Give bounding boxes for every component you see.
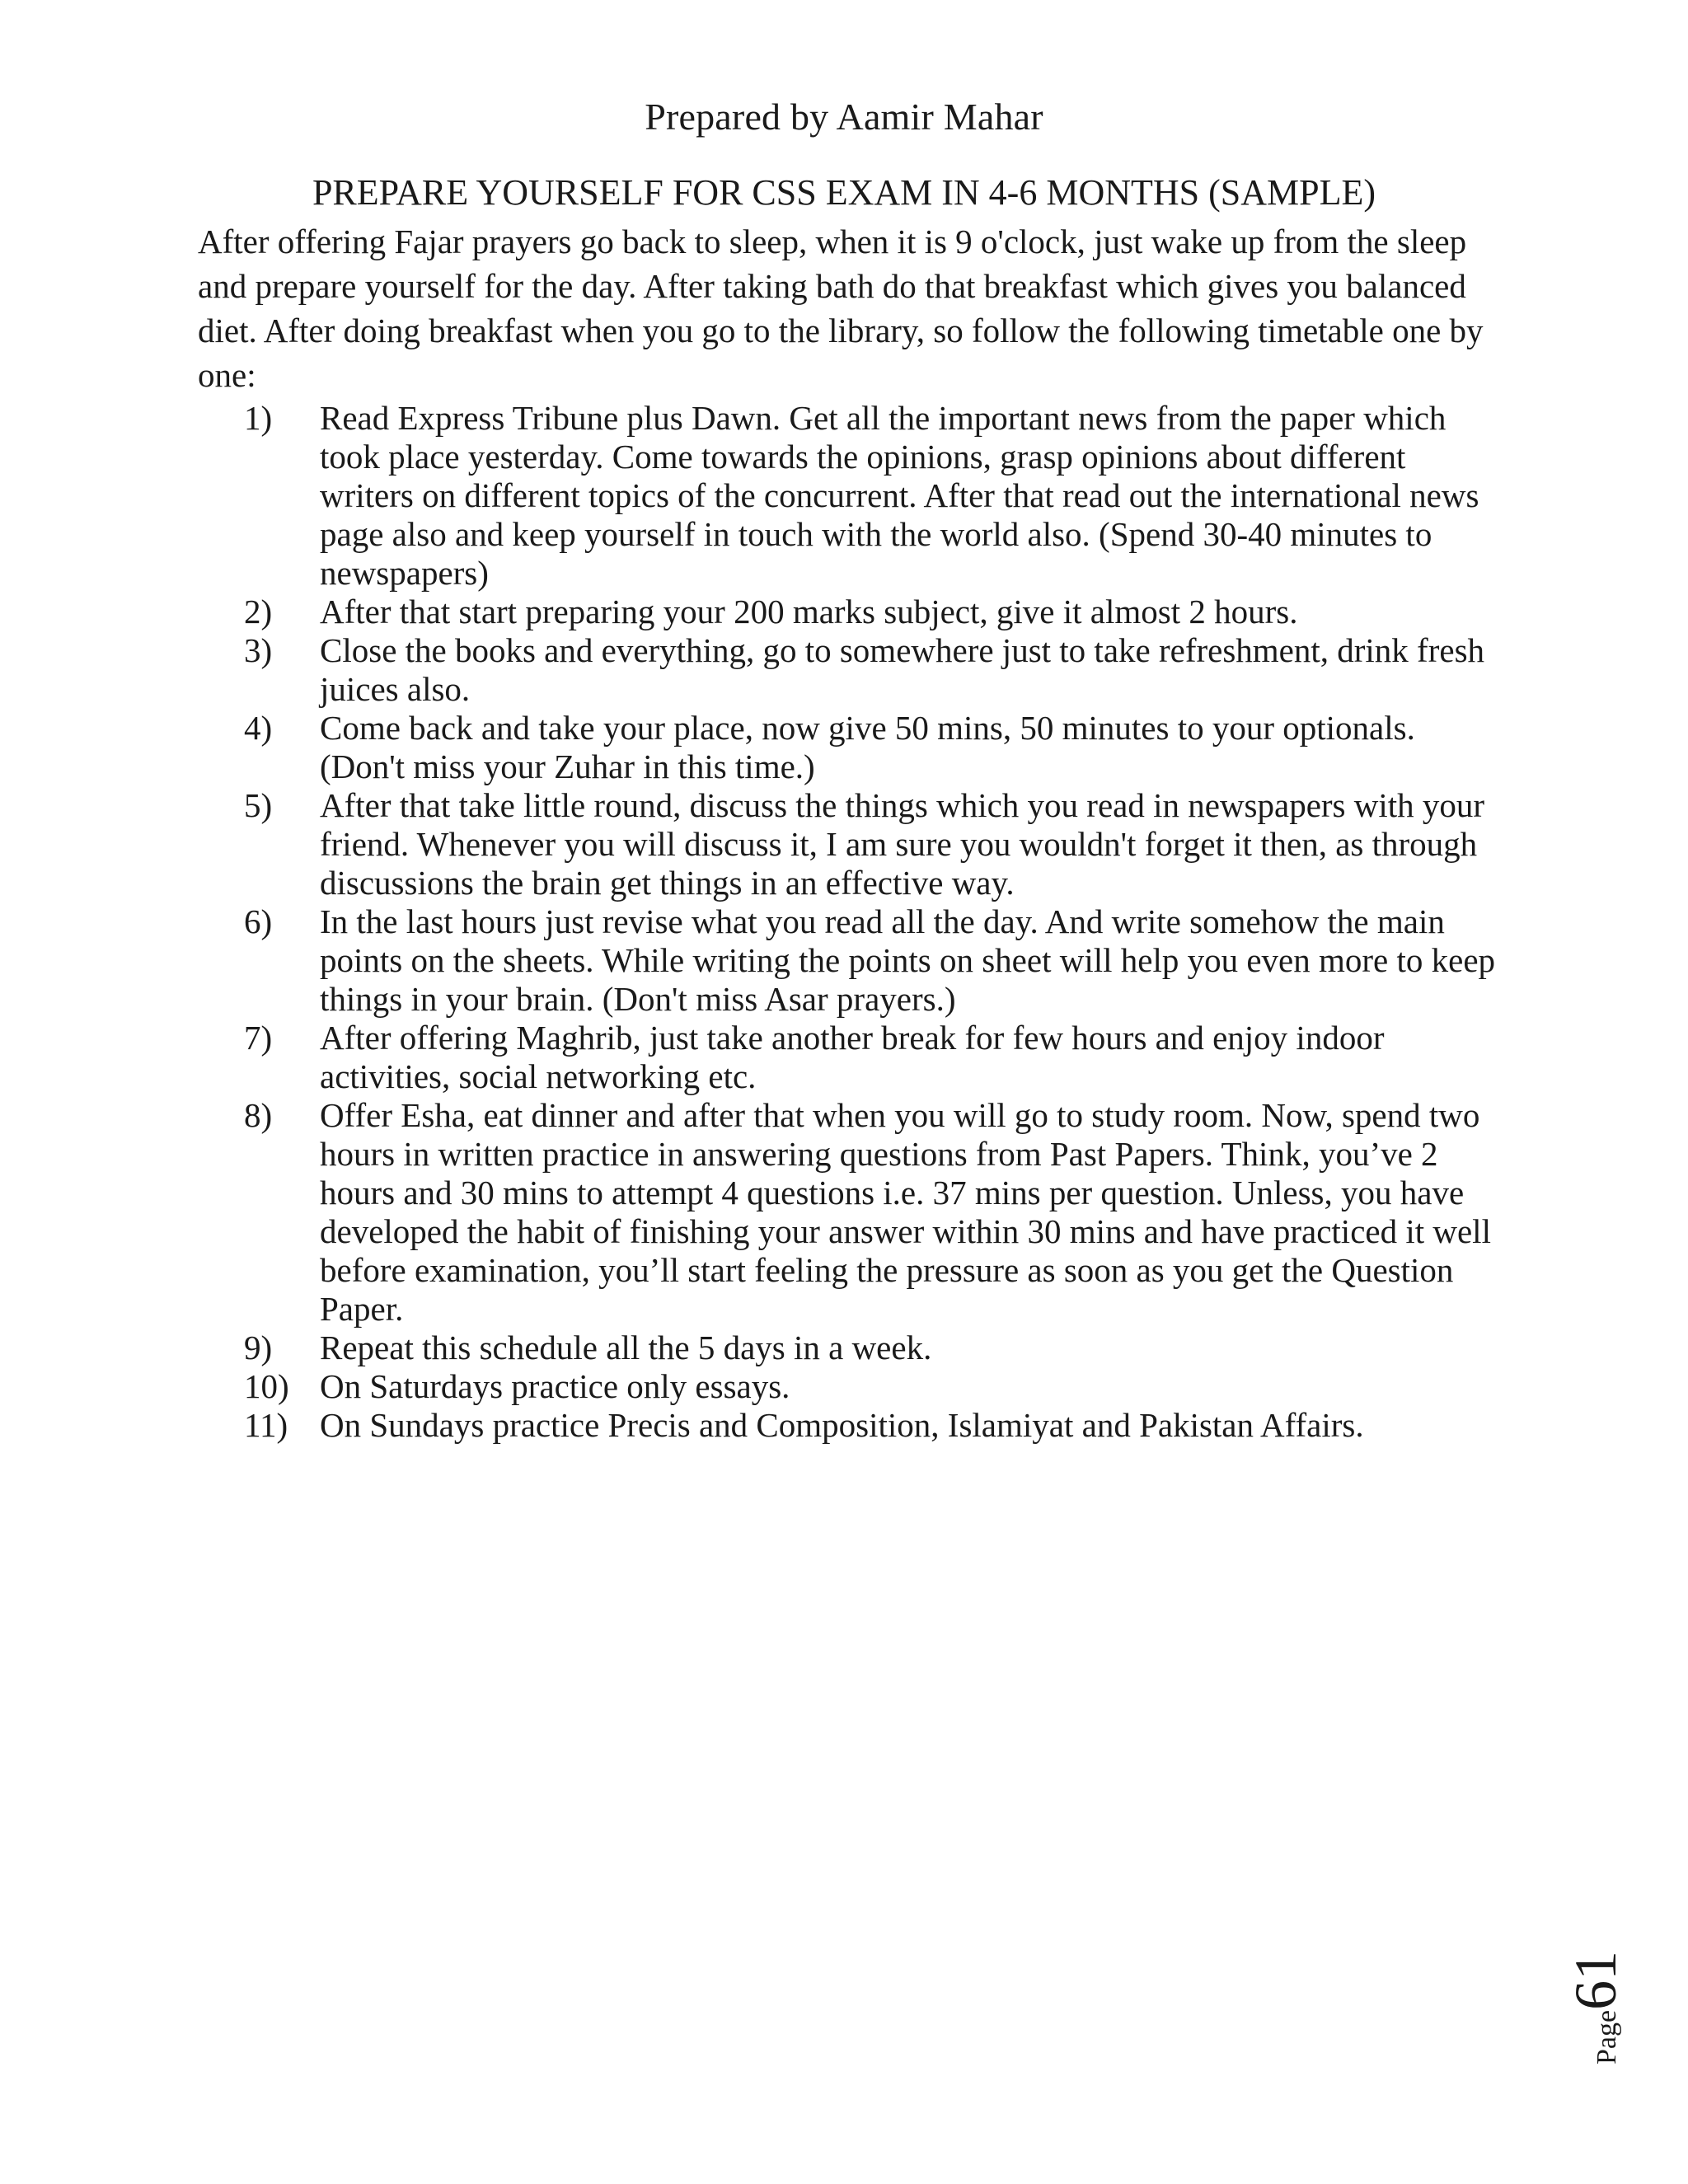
list-item	[244, 1367, 1497, 1406]
page-number: 61	[1563, 1950, 1629, 2010]
list-item-number: 5)	[244, 786, 273, 824]
author-header: Prepared by Aamir Mahar	[645, 96, 1043, 138]
list-item	[244, 709, 1497, 786]
list-item-number: 1)	[244, 399, 273, 437]
list-item-text: On Sundays practice Precis and Composition, Islamiyat and Pakistan Affairs.	[320, 1406, 1364, 1444]
list-item-text: Read Express Tribune plus Dawn. Get all the important news from the paper which took place yesterday. Come towards the opinions, grasp opinions about different writers on different topics of the concurrent. After that read out the international news page also and keep yourself in touch with the world also. (Spend 30-40 minutes to newspapers)	[320, 399, 1479, 592]
list-item-text: After that start preparing your 200 marks subject, give it almost 2 hours.	[320, 593, 1298, 630]
list-item-text: On Saturdays practice only essays.	[320, 1367, 790, 1405]
list-item-text: Offer Esha, eat dinner and after that when you will go to study room. Now, spend two hours in written practice in answering questions from Past Papers. Think, you’ve 2 hours and 30 mins to attempt 4 questions i.e. 37 mins per question. Unless, you have developed the habit of finishing your answer within 30 mins and have practiced it well before examination, you’ll start feeling the pressure as soon as you get the Question Paper.	[320, 1096, 1491, 1328]
list-item-number: 9)	[244, 1329, 273, 1366]
list-item-number: 11)	[244, 1406, 288, 1444]
list-item-number: 7)	[244, 1019, 273, 1057]
list-item-number: 6)	[244, 902, 273, 940]
list-item-text: Close the books and everything, go to somewhere just to take refreshment, drink fresh juices also.	[320, 631, 1485, 708]
list-item-number: 8)	[244, 1096, 273, 1134]
list-item	[244, 786, 1497, 902]
intro-paragraph: After offering Fajar prayers go back to sleep, when it is 9 o'clock, just wake up from the sleep and prepare yourself for the day. After taking bath do that breakfast which gives you balanced diet. After doing breakfast when you go to the library, so follow the following timetable one by one:	[198, 223, 1484, 394]
list-item-text: After offering Maghrib, just take another break for few hours and enjoy indoor activities, social networking etc.	[320, 1019, 1385, 1095]
list-item-text: Repeat this schedule all the 5 days in a week.	[320, 1329, 932, 1366]
list-item	[244, 399, 1497, 593]
list-item	[244, 1019, 1497, 1096]
list-item-number: 2)	[244, 593, 273, 630]
list-item	[244, 631, 1497, 709]
page-number-footer	[1562, 1941, 1628, 2064]
page-title: PREPARE YOURSELF FOR CSS EXAM IN 4-6 MONTHS (SAMPLE)	[312, 172, 1376, 213]
list-item-text: In the last hours just revise what you read all the day. And write somehow the main points on the sheets. While writing the points on sheet will help you even more to keep things in your brain. (Don't miss Asar prayers.)	[320, 902, 1496, 1018]
page-word: Page	[1592, 2009, 1622, 2064]
list-item	[244, 593, 1497, 631]
list-item-number: 10)	[244, 1367, 289, 1405]
list-item-text: After that take little round, discuss the things which you read in newspapers with your friend. Whenever you will discuss it, I am sure you wouldn't forget it then, as through discussions the brain get things in an effective way.	[320, 786, 1485, 902]
list-item	[244, 1096, 1497, 1329]
list-item	[244, 1329, 1497, 1367]
list-item	[244, 902, 1497, 1019]
list-item-number: 3)	[244, 631, 273, 669]
timetable-list	[244, 399, 1497, 1445]
list-item-text: Come back and take your place, now give 50 mins, 50 minutes to your optionals. (Don't miss your Zuhar in this time.)	[320, 709, 1415, 785]
list-item-number: 4)	[244, 709, 273, 747]
list-item	[244, 1406, 1497, 1445]
